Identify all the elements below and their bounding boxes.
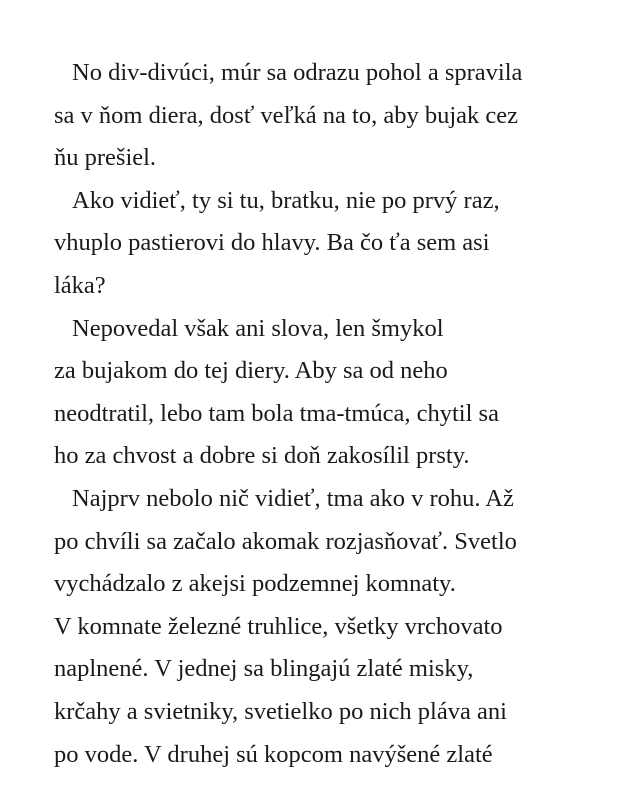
text-line-11: Najprv nebolo nič vidieť, tma ako v rohu. Až (72, 484, 514, 512)
text-line-13: vychádzalo z akejsi podzemnej komnaty. (54, 570, 456, 598)
text-line-14: V komnate železné truhlice, všetky vrchovato (54, 612, 503, 640)
text-line-17: po vode. V druhej sú kopcom navýšené zlaté (54, 740, 493, 768)
text-line-8: za bujakom do tej diery. Aby sa od neho (54, 357, 448, 385)
text-line-10: ho za chvost a dobre si doň zakosílil prsty. (54, 442, 470, 470)
text-line-9: neodtratil, lebo tam bola tma-tmúca, chytil sa (54, 399, 499, 427)
text-line-6: láka? (54, 271, 106, 299)
text-line-1: No div-divúci, múr sa odrazu pohol a spravila (72, 59, 523, 86)
text-line-3: ňu prešiel. (54, 144, 157, 172)
text-line-7: Nepovedal však ani slova, len šmykol (72, 314, 444, 342)
text-line-12: po chvíli sa začalo akomak rozjasňovať. Svetlo (54, 527, 517, 555)
text-line-5: vhuplo pastierovi do hlavy. Ba čo ťa sem asi (54, 229, 490, 257)
book-page-text (54, 52, 614, 776)
text-line-2: sa v ňom diera, dosť veľká na to, aby bujak cez (54, 101, 518, 129)
text-line-4: Ako vidieť, ty si tu, bratku, nie po prvý raz, (72, 186, 500, 214)
text-line-15: naplnené. V jednej sa blingajú zlaté misky, (54, 655, 474, 683)
text-line-16: krčahy a svietniky, svetielko po nich pláva ani (54, 697, 507, 725)
